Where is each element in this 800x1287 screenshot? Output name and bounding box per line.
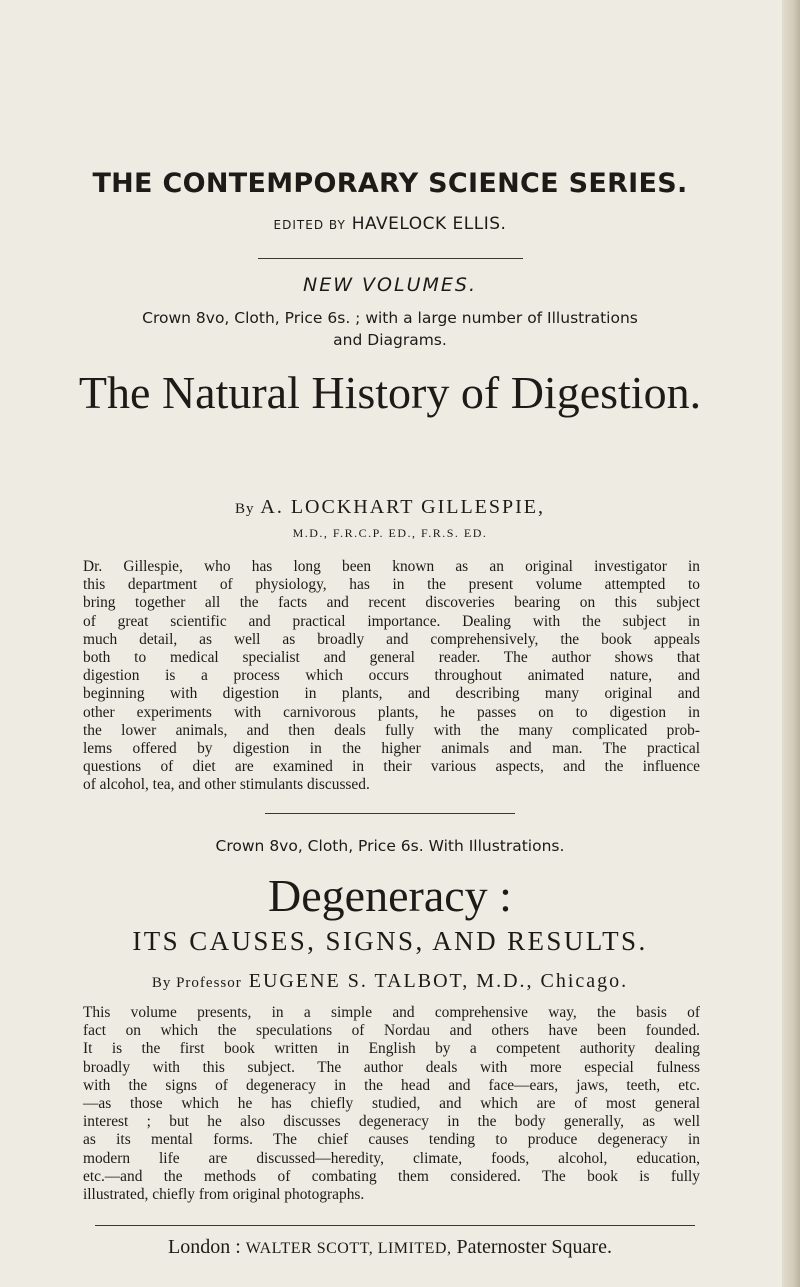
new-volumes-heading: NEW VOLUMES. — [303, 274, 477, 296]
divider-rule — [265, 813, 515, 814]
book1-description-line: other experiments with carnivorous plants, he passes on to digestion in — [83, 703, 700, 721]
book1-description-line: much detail, as well as broadly and comprehensively, the book appeals — [83, 630, 700, 648]
publisher-footer — [60, 1236, 720, 1259]
book2-description-line: fact on which the speculations of Nordau and others have been founded. — [83, 1022, 700, 1040]
book2-description-line: modern life are discussed—heredity, climate, foods, alcohol, education, — [83, 1149, 700, 1167]
book1-degrees: M.D., F.R.C.P. ED., F.R.S. ED. — [292, 526, 488, 540]
page-edge-shadow — [782, 0, 800, 1287]
book2-description-line: broadly with this subject. The author deals with more especial fulness — [83, 1058, 700, 1076]
book1-details-line1: Crown 8vo, Cloth, Price 6s. ; with a large number of Illustrations — [142, 309, 638, 327]
book2-description-line: illustrated, chiefly from original photographs. — [83, 1185, 365, 1203]
series-title: THE CONTEMPORARY SCIENCE SERIES. — [92, 168, 688, 199]
book2-description-line: This volume presents, in a simple and comprehensive way, the basis of — [83, 1004, 700, 1021]
book1-description — [83, 558, 700, 794]
book2-description-line: —as those which he has chiefly studied, and which are of most general — [83, 1094, 700, 1112]
book1-description-line: both to medical specialist and general reader. The author shows that — [83, 648, 700, 666]
book1-title: The Natural History of Digestion. — [78, 367, 702, 418]
book1-details-line2: and Diagrams. — [333, 331, 447, 349]
book1-description-line: the lower animals, and then deals fully with the many complicated prob- — [83, 721, 700, 739]
book1-description-line: beginning with digestion in plants, and describing many original and — [83, 685, 700, 703]
book2-description-line: with the signs of degeneracy in the head and face—ears, jaws, teeth, etc. — [83, 1076, 700, 1094]
book1-description-line: lems offered by digestion in the higher animals and man. The practical — [83, 739, 700, 757]
editor-name: HAVELOCK ELLIS. — [351, 214, 507, 234]
book2-subtitle: ITS CAUSES, SIGNS, AND RESULTS. — [132, 926, 648, 956]
book2-author: EUGENE S. TALBOT, M.D., Chicago. — [248, 970, 629, 992]
book2-author-line — [60, 970, 720, 993]
book2-description — [83, 1004, 700, 1204]
book2-title: Degeneracy : — [268, 870, 512, 921]
book1-description-line: of alcohol, tea, and other stimulants discussed. — [83, 776, 370, 794]
publisher-address: Paternoster Square. — [456, 1236, 612, 1258]
book1-author-line — [60, 496, 720, 519]
publisher-place: London : — [168, 1236, 241, 1258]
publisher-name: WALTER SCOTT, LIMITED, — [245, 1240, 452, 1257]
book1-by-label: By — [234, 501, 255, 517]
book2-by-label: By Professor — [151, 975, 242, 991]
book1-description-line: questions of diet are examined in their various aspects, and the influence — [83, 758, 700, 776]
book1-description-line: this department of physiology, has in the present volume attempted to — [83, 576, 700, 594]
footer-rule — [95, 1225, 695, 1226]
book1-description-line: Dr. Gillespie, who has long been known as an original investigator in — [83, 558, 700, 575]
book1-description-line: digestion is a process which occurs throughout animated nature, and — [83, 667, 700, 685]
book2-description-line: etc.—and the methods of combating them considered. The book is fully — [83, 1167, 700, 1185]
divider-rule — [258, 258, 523, 259]
book1-description-line: bring together all the facts and recent discoveries bearing on this subject — [83, 594, 700, 612]
book2-description-line: interest ; but he also discusses degeneracy in the body generally, as well — [83, 1113, 700, 1131]
book1-description-line: of great scientific and practical importance. Dealing with the subject in — [83, 612, 700, 630]
book1-author: A. LOCKHART GILLESPIE, — [260, 496, 546, 518]
edited-by-label: EDITED BY — [273, 218, 346, 232]
book2-details: Crown 8vo, Cloth, Price 6s. With Illustrations. — [215, 837, 565, 855]
book2-description-line: as its mental forms. The chief causes tending to produce degeneracy in — [83, 1131, 700, 1149]
book2-description-line: It is the first book written in English by a competent authority dealing — [83, 1040, 700, 1058]
series-editor-line — [60, 214, 720, 234]
